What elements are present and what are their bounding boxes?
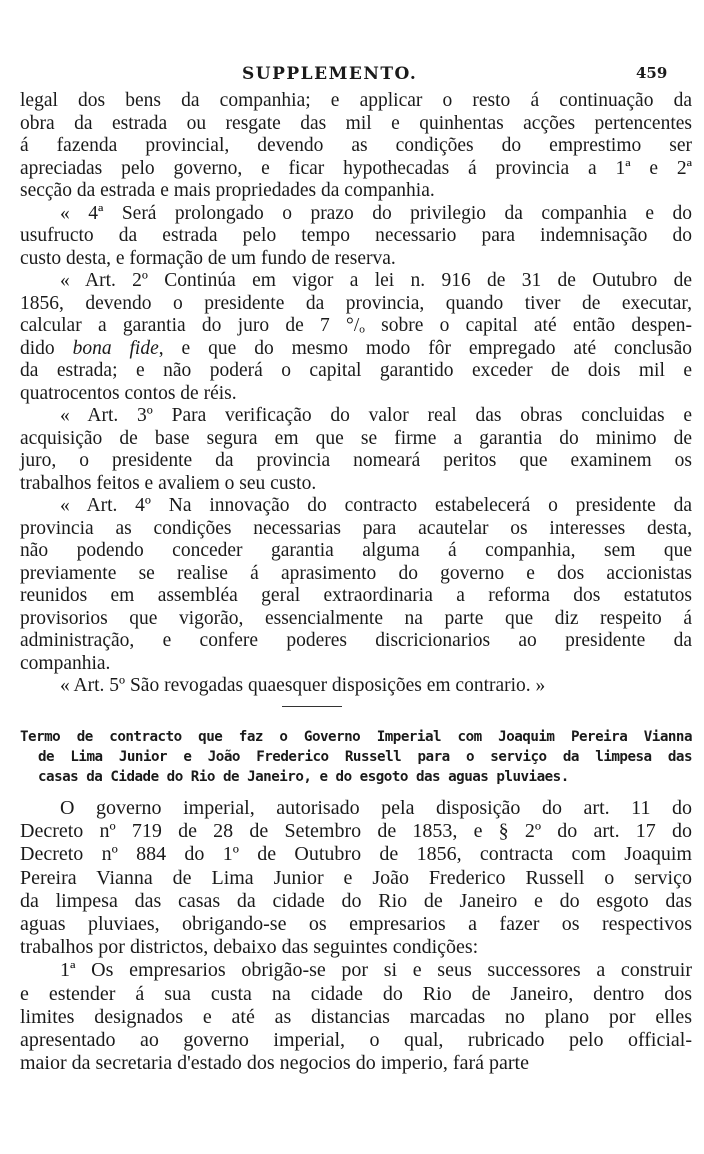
text-line: calcular a garantia do juro de 7 °/ₒ sobre o capital até então despen- [20,315,692,336]
text-line: Pereira Vianna de Lima Junior e João Frederico Russell o serviço [20,866,692,889]
text-line: da limpesa das casas da cidade do Rio de Janeiro e do esgoto das [20,889,692,912]
running-title: SUPPLEMENTO. [242,64,418,84]
text-line: e estender á sua custa na cidade do Rio de Janeiro, dentro dos [20,982,692,1005]
text-line: Termo de contracto que faz o Governo Imperial com Joaquim Pereira Vianna [20,729,692,745]
page-number: 459 [636,64,668,82]
text-line: acquisição de base segura em que se firme a garantia do minimo de [20,427,692,449]
text-line: custo desta, e formação de um fundo de reserva. [20,247,396,269]
text-line: provisorios que vigorão, essencialmente na parte que diz respeito á [20,607,692,629]
text-line: secção da estrada e mais propriedades da companhia. [20,180,435,201]
text-line: « Art. 3º Para verificação do valor real das obras concluidas e [60,405,692,426]
text-line: O governo imperial, autorisado pela disposição do art. 11 do [60,797,692,819]
text-line: administração, e confere poderes discricionarios ao presidente da [20,630,692,651]
text-line: legal dos bens da companhia; e applicar o resto á continuação da [20,90,692,111]
text-line: maior da secretaria d'estado dos negocios do imperio, fará parte [20,1052,529,1075]
text-line: apreciadas pelo governo, e ficar hypothecadas á provincia a 1ª e 2ª [20,157,692,179]
text-line: á fazenda provincial, devendo as condições do emprestimo ser [20,135,692,156]
text-line: « Art. 5º São revogadas quaesquer disposições em contrario. » [60,675,546,696]
text-line: reunidos em assembléa geral extraordinaria a reforma dos estatutos [20,585,692,606]
text-line: quatrocentos contos de réis. [20,382,237,404]
text-line: « Art. 2º Continúa em vigor a lei n. 916 de 31 de Outubro de [60,270,692,291]
contract-heading [20,727,692,787]
text-line: apresentado ao governo imperial, o qual, rubricado pelo official- [20,1029,692,1052]
text-line: obra da estrada ou resgate das mil e quinhentas acções pertencentes [20,112,692,134]
text-line: trabalhos por districtos, debaixo das seguintes condições: [20,936,479,959]
text-line: casas da Cidade do Rio de Janeiro, e do esgoto das aguas pluviaes. [38,769,569,785]
text-line: juro, o presidente da provincia nomeará peritos que examinem os [20,450,692,471]
text-line: « 4ª Será prolongado o prazo do privilegio da companhia e do [60,202,692,224]
text-line: não podendo conceder garantia alguma á companhia, sem que [20,540,692,561]
text-line: companhia. [20,652,111,674]
text-line: provincia as condições necessarias para acautelar os interesses desta, [20,517,692,539]
text-line: aguas pluviaes, obrigando-se os empresarios a fazer os respectivos [20,913,692,936]
text-line: da estrada; e não poderá o capital garantido exceder de dois mil e [20,360,692,381]
text-line: previamente se realise á aprasimento do governo e dos accionistas [20,562,692,584]
law-articles-text [20,90,692,698]
text-line: dido bona fide, e que do mesmo modo fôr empregado até conclusão [20,337,693,359]
page-header [0,64,704,88]
text-line: de Lima Junior e João Frederico Russell para o serviço da limpesa das [38,749,692,765]
text-line: usufructo da estrada pelo tempo necessario para indemnisação do [20,225,692,246]
text-line: « Art. 4º Na innovação do contracto estabelecerá o presidente da [60,495,692,516]
text-line: Decreto nº 719 de 28 de Setembro de 1853, e § 2º do art. 17 do [20,820,692,843]
text-line: limites designados e até as distancias marcadas no plano por elles [20,1005,692,1028]
text-line: trabalhos feitos e avaliem o seu custo. [20,472,317,494]
section-divider [282,706,342,707]
text-line: 1ª Os empresarios obrigão-se por si e seus successores a construir [60,959,692,982]
text-line: Decreto nº 884 do 1º de Outubro de 1856, contracta com Joaquim [20,843,692,866]
contract-body-text [20,797,692,1075]
text-line: 1856, devendo o presidente da provincia, quando tiver de executar, [20,292,692,314]
